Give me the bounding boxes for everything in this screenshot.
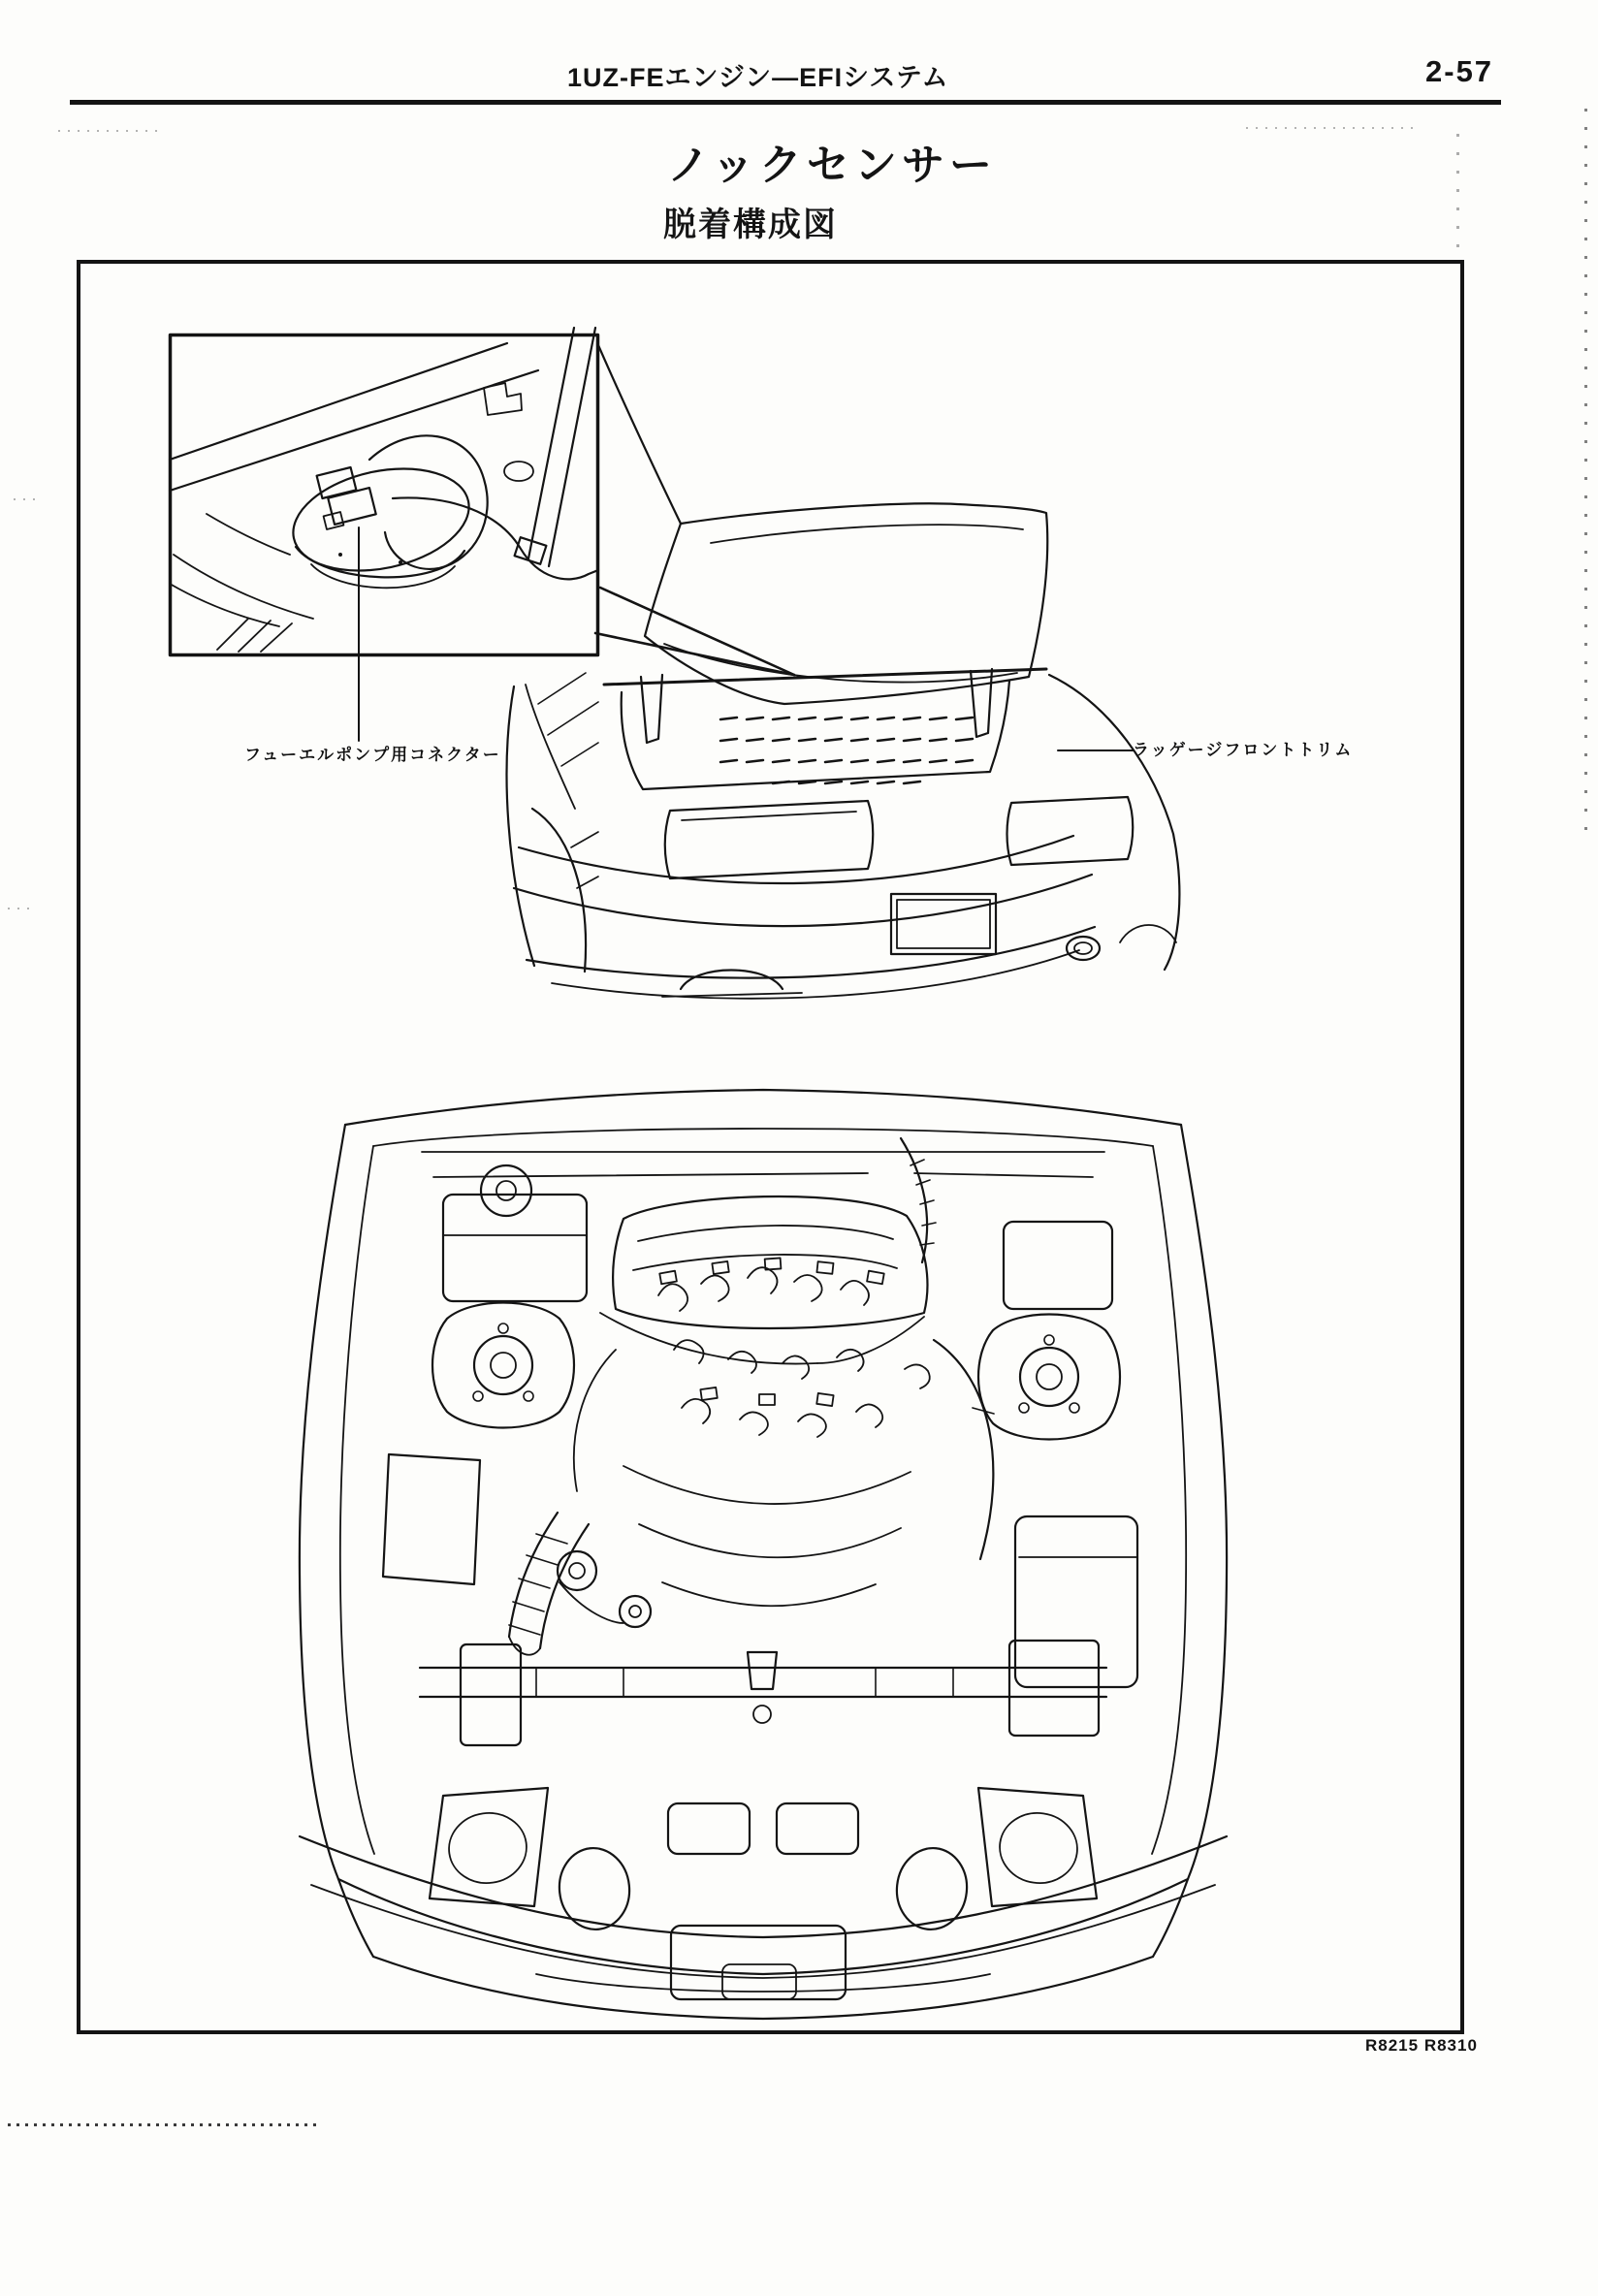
scan-speckle-right xyxy=(1246,127,1421,129)
scan-artifact-right-dots xyxy=(1584,109,1587,845)
scan-speckle-left xyxy=(58,130,165,132)
engine-bay-front-view xyxy=(300,1090,1227,2019)
figure-frame xyxy=(77,260,1464,2034)
section-title: 1UZ-FEエンジン—EFIシステム xyxy=(567,63,949,92)
header-rule xyxy=(70,100,1501,105)
fuel-pump-connector-inset xyxy=(170,335,598,655)
page-number: 2-57 xyxy=(1425,54,1494,88)
scan-speckle-margin-1 xyxy=(14,498,43,500)
inset-callout-lines xyxy=(595,588,794,675)
label-leader-lines xyxy=(359,527,1134,750)
fuel-pump-connector-label: フューエルポンプ用コネクター xyxy=(244,746,501,764)
scan-artifact-inner-dots xyxy=(1456,134,1459,260)
luggage-front-trim-label: ラッゲージフロントトリム xyxy=(1133,741,1354,759)
scan-artifact-dotted-line xyxy=(8,2123,316,2126)
scan-speckle-margin-2 xyxy=(8,908,33,909)
engine-wiring-harness xyxy=(658,1258,930,1437)
car-rear-view-trunk-open xyxy=(504,328,1179,999)
page-title: ノックセンサー xyxy=(667,142,997,189)
knock-sensor-removal-illustration xyxy=(80,264,1460,2030)
figure-subtitle: 脱着構成図 xyxy=(663,207,838,243)
figure-reference-codes: R8215 R8310 xyxy=(1365,2036,1478,2055)
